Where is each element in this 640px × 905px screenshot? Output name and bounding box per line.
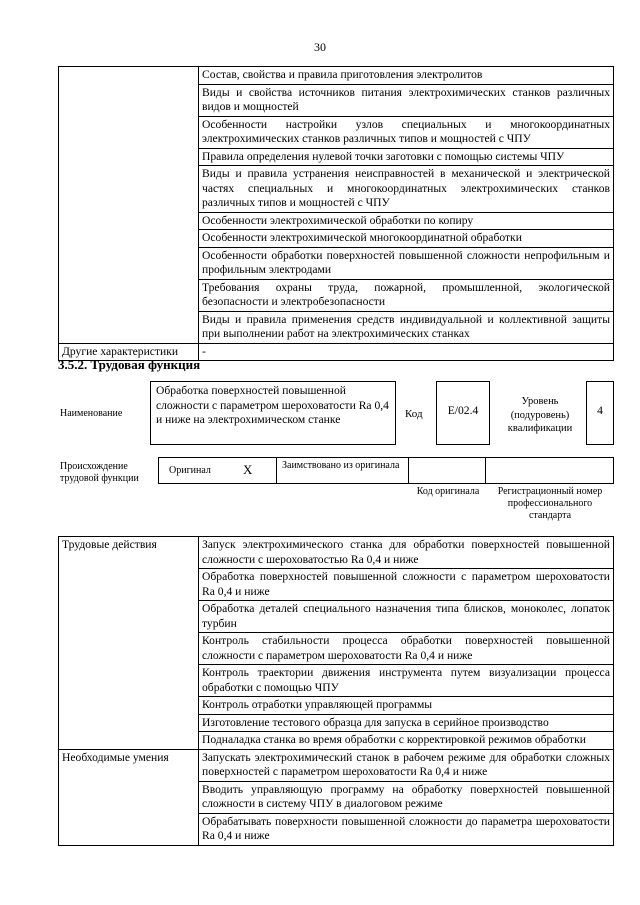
knowledge-item: Виды и правила устранения неисправностей в механической и электрической частях специальных и многокоординатных электрохимических станков различных типов и мощностей с ЧПУ: [199, 166, 614, 213]
page-number: 30: [314, 40, 326, 54]
cell-divider: [485, 458, 486, 483]
function-name: Обработка поверхностей повышенной сложности с параметром шероховатости Ra 0,4 и ниже на электрохимическом станке: [156, 384, 389, 426]
action-item: Обработка поверхностей повышенной сложности с параметром шероховатости Ra 0,4 и ниже: [199, 569, 614, 601]
knowledge-item: Особенности электрохимической обработки по копиру: [199, 212, 614, 230]
skills-label: Необходимые умения: [59, 749, 199, 845]
level-value: 4: [597, 404, 603, 417]
original-label: Оригинал: [169, 465, 211, 476]
action-item: Обработка деталей специального назначения типа блисков, моноколес, лопаток турбин: [199, 601, 614, 633]
function-name-box: [150, 381, 396, 445]
code-label: Код: [405, 408, 423, 420]
knowledge-item: Особенности настройки узлов специальных и многокоординатных электрохимических станков различных типов и мощностей с ЧПУ: [199, 116, 614, 148]
knowledge-item: Состав, свойства и правила приготовления электролитов: [199, 67, 614, 85]
knowledge-label-cell: [59, 67, 199, 344]
action-item: Изготовление тестового образца для запуска в серийное производство: [199, 714, 614, 732]
action-item: Контроль траектории движения инструмента путем визуализации процесса обработки с помощью ЧПУ: [199, 665, 614, 697]
code-value: E/02.4: [447, 404, 479, 417]
skill-item: Запускать электрохимический станок в рабочем режиме для обработки сложных поверхностей с параметром шероховатости Ra 0,4 и ниже: [199, 749, 614, 781]
cell-divider: [276, 458, 277, 483]
knowledge-table: [58, 66, 614, 361]
knowledge-item: Особенности электрохимической многокоординатной обработки: [199, 230, 614, 248]
level-box: [586, 381, 614, 445]
code-original-label: Код оригинала: [416, 486, 480, 497]
knowledge-item: Правила определения нулевой точки заготовки с помощью системы ЧПУ: [199, 148, 614, 166]
other-characteristics-value: -: [199, 343, 614, 361]
knowledge-item: Особенности обработки поверхностей повышенной сложности непрофильным и профильным электродами: [199, 247, 614, 279]
action-item: Запуск электрохимического станка для обработки поверхностей повышенной сложности с шероховатостью Ra 0,4 и ниже: [199, 537, 614, 569]
level-label: Уровень (подуровень) квалификации: [507, 396, 573, 434]
other-characteristics-label: Другие характеристики: [59, 343, 199, 361]
origin-row: [158, 457, 614, 484]
cell-divider: [408, 458, 409, 483]
function-details-table: [58, 536, 614, 846]
skill-item: Вводить управляющую программу на обработку поверхностей повышенной сложности в систему ЧПУ в диалоговом режиме: [199, 781, 614, 813]
code-box: [436, 381, 490, 445]
origin-label: Происхождение трудовой функции: [60, 461, 139, 484]
knowledge-item: Виды и правила применения средств индивидуальной и коллективной защиты при выполнении работ на электрохимических станках: [199, 311, 614, 343]
action-item: Подналадка станка во время обработки с корректировкой режимов обработки: [199, 732, 614, 750]
section-heading: 3.5.2. Трудовая функция: [58, 357, 201, 372]
knowledge-item: Виды и свойства источников питания электрохимических станков различных видов и мощностей: [199, 84, 614, 116]
action-item: Контроль отработки управляющей программы: [199, 697, 614, 715]
skill-item: Обрабатывать поверхности повышенной сложности до параметра шероховатости Ra 0,4 и ниже: [199, 813, 614, 845]
name-label: Наименование: [60, 408, 123, 419]
borrowed-label: Заимствовано из оригинала: [282, 460, 400, 471]
reg-number-label: Регистрационный номер профессионального стандарта: [497, 486, 603, 521]
knowledge-item: Требования охраны труда, пожарной, промышленной, экологической безопасности и электробезопасности: [199, 279, 614, 311]
original-mark: X: [243, 462, 253, 477]
action-item: Контроль стабильности процесса обработки поверхностей повышенной сложности с параметром шероховатости Ra 0,4 и ниже: [199, 633, 614, 665]
actions-label: Трудовые действия: [59, 537, 199, 750]
